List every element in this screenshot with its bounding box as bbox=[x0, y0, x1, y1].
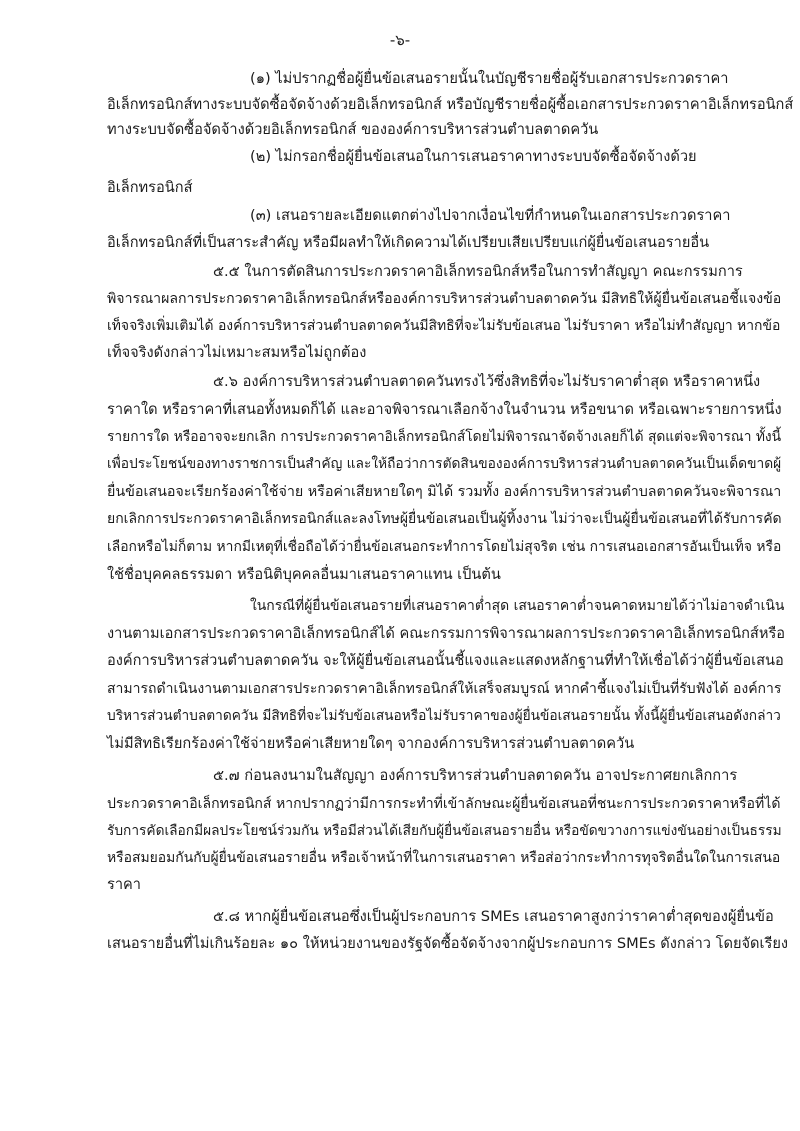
text-line: ๕.๖ องค์การบริหารส่วนตำบลตาดควันทรงไว้ซึ่งสิทธิที่จะไม่รับราคาต่ำสุด หรือราคาหนึ่ง bbox=[213, 373, 761, 390]
text-line: อิเล็กทรอนิกส์ทางระบบจัดซื้อจัดจ้างด้วยอิเล็กทรอนิกส์ หรือบัญชีรายชื่อผู้ซื้อเอกสารประกวดราคาอิเล็กทรอนิกส์ bbox=[107, 96, 794, 113]
text-line: ราคา bbox=[107, 876, 141, 893]
text-line: ราคาใด หรือราคาที่เสนอทั้งหมดก็ได้ และอาจพิจารณาเลือกจ้างในจำนวน หรือขนาด หรือเฉพาะรายการหนึ่ง bbox=[107, 401, 782, 418]
text-line: บริหารส่วนตำบลตาดควัน มีสิทธิที่จะไม่รับข้อเสนอหรือไม่รับราคาของผู้ยื่นข้อเสนอรายนั้น ทั้งนี้ผู้ยื่นข้อเสนอดังกล่าว bbox=[107, 708, 781, 724]
text-line: ใช้ชื่อบุคคลธรรมดา หรือนิติบุคคลอื่นมาเสนอราคาแทน เป็นต้น bbox=[107, 566, 501, 583]
text-line: เท็จจริงเพิ่มเติมได้ องค์การบริหารส่วนตำบลตาดควันมีสิทธิที่จะไม่รับข้อเสนอ ไม่รับราคา หรือไม่ทำสัญญา หากข้อ bbox=[107, 318, 781, 334]
text-line: ในกรณีที่ผู้ยื่นข้อเสนอรายที่เสนอราคาต่ำสุด เสนอราคาต่ำจนคาดหมายได้ว่าไม่อาจดำเนิน bbox=[250, 598, 785, 614]
text-line: เพื่อประโยชน์ของทางราชการเป็นสำคัญ และให้ถือว่าการตัดสินขององค์การบริหารส่วนตำบลตาดควันเป็นเด็ดขาดผู้ bbox=[107, 456, 782, 472]
text-line: หรือสมยอมกันกับผู้ยื่นข้อเสนอรายอื่น หรือเจ้าหน้าที่ในการเสนอราคา หรือส่อว่ากระทำการทุจริตอื่นใดในการเสนอ bbox=[107, 850, 781, 866]
text-line: (๑) ไม่ปรากฏชื่อผู้ยื่นข้อเสนอรายนั้นในบัญชีรายชื่อผู้รับเอกสารประกวดราคา bbox=[250, 70, 729, 87]
text-line: (๒) ไม่กรอกชื่อผู้ยื่นข้อเสนอในการเสนอราคาทางระบบจัดซื้อจัดจ้างด้วย bbox=[250, 148, 697, 165]
text-line: พิจารณาผลการประกวดราคาอิเล็กทรอนิกส์หรือองค์การบริหารส่วนตำบลตาดควัน มีสิทธิให้ผู้ยื่นข้อเสนอชี้แจงข้อ bbox=[107, 291, 782, 307]
page-number: -๖- bbox=[389, 31, 411, 49]
text-line: รับการคัดเลือกมีผลประโยชน์ร่วมกัน หรือมีส่วนได้เสียกับผู้ยื่นข้อเสนอรายอื่น หรือขัดขวางการแข่งขันอย่างเป็นธรรม bbox=[107, 823, 782, 839]
text-line: เท็จจริงดังกล่าวไม่เหมาะสมหรือไม่ถูกต้อง bbox=[107, 344, 367, 361]
text-line: งานตามเอกสารประกวดราคาอิเล็กทรอนิกส์ได้ คณะกรรมการพิจารณาผลการประกวดราคาอิเล็กทรอนิกส์หรือ bbox=[107, 625, 786, 642]
text-line: สามารถดำเนินงานตามเอกสารประกวดราคาอิเล็กทรอนิกส์ให้เสร็จสมบูรณ์ หากคำชี้แจงไม่เป็นที่รับฟังได้ องค์การ bbox=[107, 681, 782, 697]
text-line: ทางระบบจัดซื้อจัดจ้างด้วยอิเล็กทรอนิกส์ ขององค์การบริหารส่วนตำบลตาดควัน bbox=[107, 121, 599, 138]
text-line: ประกวดราคาอิเล็กทรอนิกส์ หากปรากฏว่ามีการกระทำที่เข้าลักษณะผู้ยื่นข้อเสนอที่ชนะการประกวดราคาหรือที่ได้ bbox=[107, 796, 781, 812]
text-line: อิเล็กทรอนิกส์ bbox=[107, 179, 193, 196]
text-line: ยกเลิกการประกวดราคาอิเล็กทรอนิกส์และลงโทษผู้ยื่นข้อเสนอเป็นผู้ทิ้งงาน ไม่ว่าจะเป็นผู้ยื่นข้อเสนอที่ได้รับการคัด bbox=[107, 511, 782, 527]
text-line: ไม่มีสิทธิเรียกร้องค่าใช้จ่ายหรือค่าเสียหายใดๆ จากองค์การบริหารส่วนตำบลตาดควัน bbox=[107, 735, 635, 752]
text-line: ยื่นข้อเสนอจะเรียกร้องค่าใช้จ่าย หรือค่าเสียหายใดๆ มิได้ รวมทั้ง องค์การบริหารส่วนตำบลตาดควันจะพิจารณา bbox=[107, 484, 782, 500]
text-line: ๕.๕ ในการตัดสินการประกวดราคาอิเล็กทรอนิกส์หรือในการทำสัญญา คณะกรรมการ bbox=[213, 263, 743, 280]
text-line: เลือกหรือไม่ก็ตาม หากมีเหตุที่เชื่อถือได้ว่ายื่นข้อเสนอกระทำการโดยไม่สุจริต เช่น การเสนอเอกสารอันเป็นเท็จ หรือ bbox=[107, 539, 782, 555]
text-line: องค์การบริหารส่วนตำบลตาดควัน จะให้ผู้ยื่นข้อเสนอนั้นชี้แจงและแสดงหลักฐานที่ทำให้เชื่อได้ว่าผู้ยื่นข้อเสนอ bbox=[107, 652, 784, 669]
text-line: ๕.๘ หากผู้ยื่นข้อเสนอซึ่งเป็นผู้ประกอบการ SMEs เสนอราคาสูงกว่าราคาต่ำสุดของผู้ยื่นข้อ bbox=[213, 908, 774, 925]
text-line: (๓) เสนอรายละเอียดแตกต่างไปจากเงื่อนไขที่กำหนดในเอกสารประกวดราคา bbox=[250, 207, 731, 224]
text-line: รายการใด หรืออาจจะยกเลิก การประกวดราคาอิเล็กทรอนิกส์โดยไม่พิจารณาจัดจ้างเลยก็ได้ สุดแต่จะพิจารณา ทั้งนี้ bbox=[107, 429, 782, 445]
text-line: อิเล็กทรอนิกส์ที่เป็นสาระสำคัญ หรือมีผลทำให้เกิดความได้เปรียบเสียเปรียบแก่ผู้ยื่นข้อเสนอรายอื่น bbox=[107, 234, 710, 251]
text-line: ๕.๗ ก่อนลงนามในสัญญา องค์การบริหารส่วนตำบลตาดควัน อาจประกาศยกเลิกการ bbox=[213, 767, 738, 784]
text-line: เสนอรายอื่นที่ไม่เกินร้อยละ ๑๐ ให้หน่วยงานของรัฐจัดซื้อจัดจ้างจากผู้ประกอบการ SMEs ดังกล่าว โดยจัดเรียง bbox=[107, 935, 789, 952]
